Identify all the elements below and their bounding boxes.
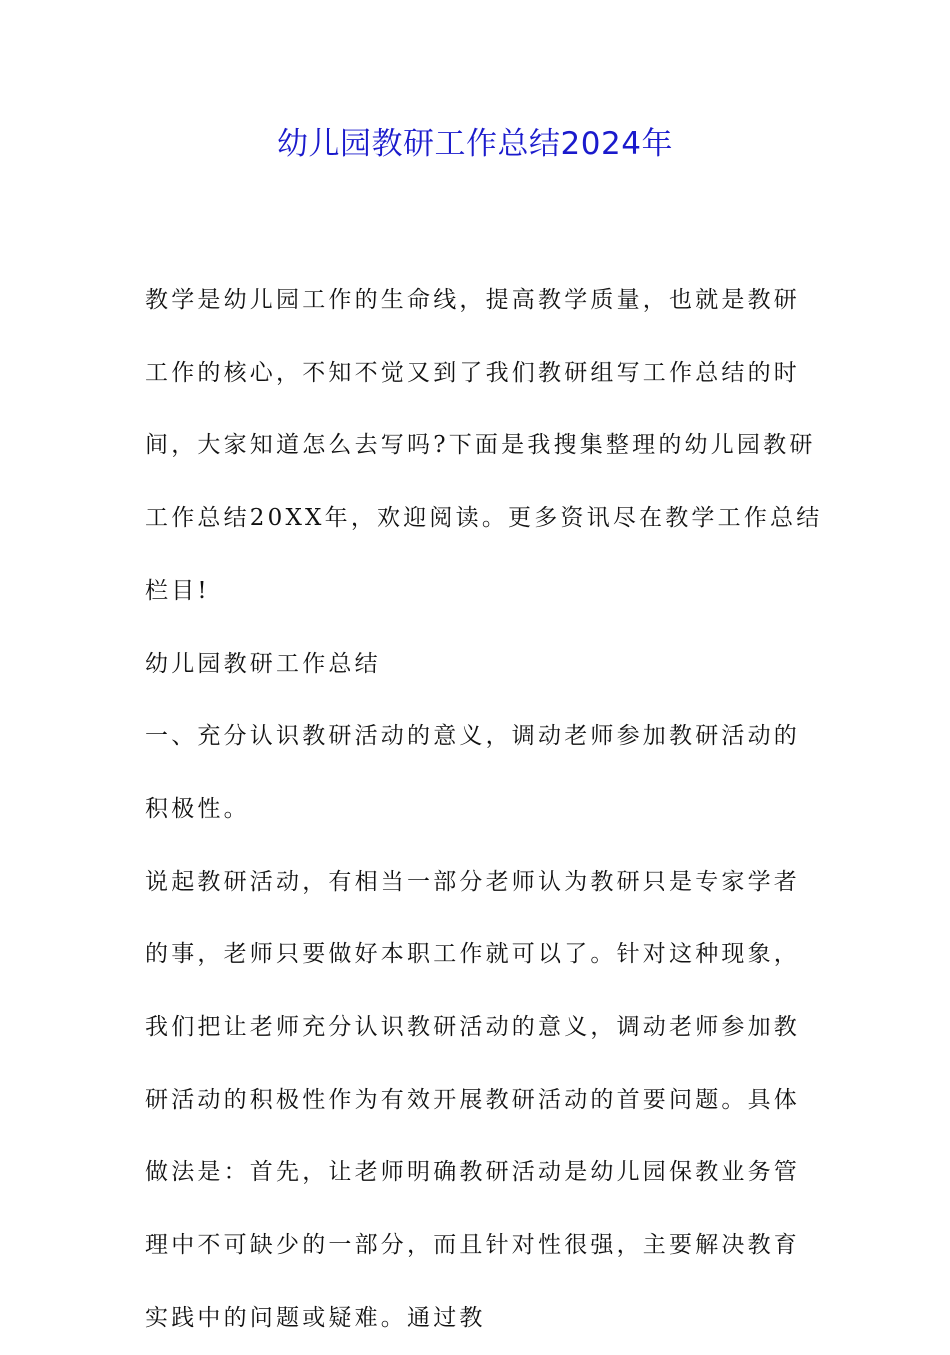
section-heading: 幼儿园教研工作总结 bbox=[145, 650, 381, 677]
body-paragraph: 说起教研活动，有相当一部分老师认为教研只是专家学者的事，老师只要做好本职工作就可以了。针对这种现象，我们把让老师充分认识教研活动的意义，调动老师参加教研活动的积极性作为有效开展教研活动的首要问题。具体做法是：首先，让老师明确教研活动是幼儿园保教业务管理中不可缺少的一部分，而且针对性很强，主要解决教育实践中的问题或疑难。通过教 bbox=[145, 868, 800, 1331]
document-title: 幼儿园教研工作总结2024年 bbox=[277, 126, 673, 162]
point-one-heading: 一、充分认识教研活动的意义，调动老师参加教研活动的积极性。 bbox=[145, 723, 800, 822]
document-body bbox=[145, 264, 825, 1355]
intro-paragraph: 教学是幼儿园工作的生命线，提高教学质量，也就是教研工作的核心，不知不觉又到了我们教研组写工作总结的时间，大家知道怎么去写吗?下面是我搜集整理的幼儿园教研工作总结20XX年，欢迎阅读。更多资讯尽在教学工作总结栏目! bbox=[145, 287, 823, 604]
